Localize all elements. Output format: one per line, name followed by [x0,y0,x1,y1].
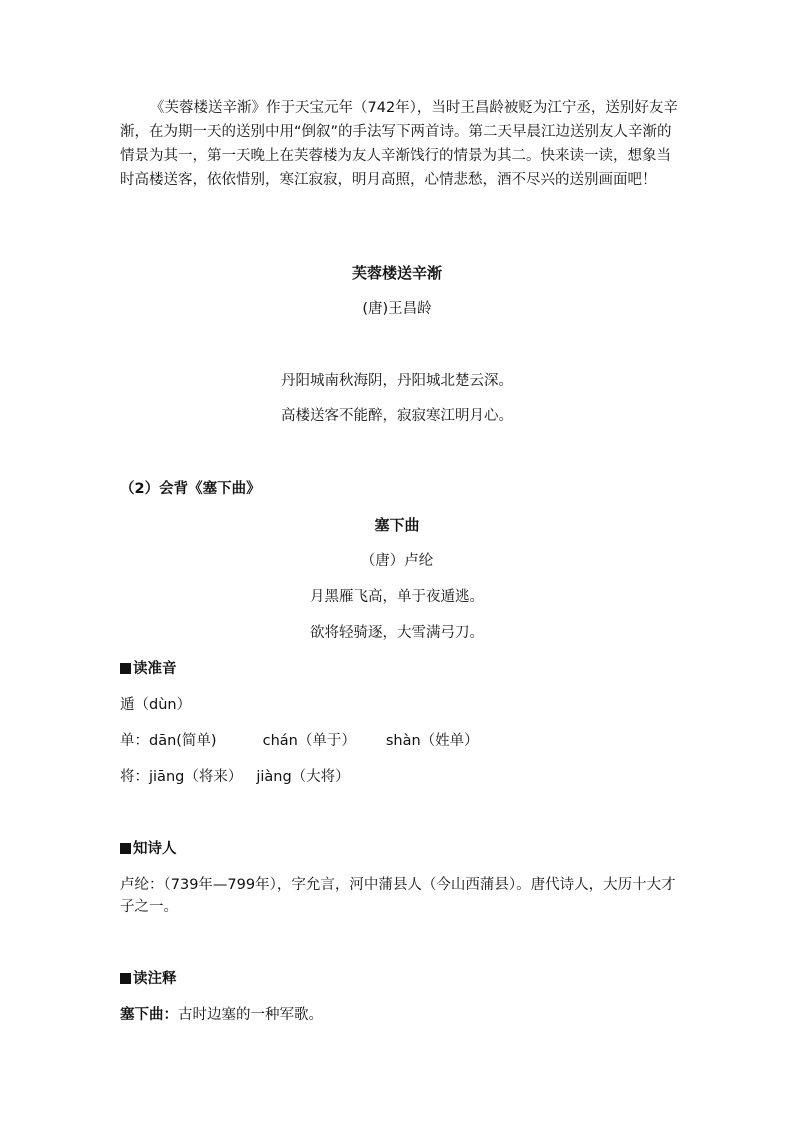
pronunciation-shan: shàn（姓单） [385,733,479,749]
poem1-line-1: 丹阳城南秋海阴，丹阳城北楚云深。 [281,373,513,389]
note-term: 塞下曲： [120,1007,178,1023]
note-item [120,1004,323,1026]
pronunciation-line-1: 遁（dùn） [120,697,192,713]
section2-heading: （2）会背《塞下曲》 [120,481,261,497]
pronunciation-dan: 单：dān(简单) [120,733,217,749]
square-bullet-icon [120,973,131,984]
pronunciation-jiang-general: jiàng（大将） [256,769,350,785]
poet-heading [120,838,177,860]
pronunciation-line-3 [120,766,350,788]
poet-description: 卢纶：（739年—799年），字允言，河中蒲县人（今山西蒲县）。唐代诗人，大历十大才子之一。 [120,877,676,915]
poet-heading-text: 知诗人 [133,841,177,857]
note-definition: 古时边塞的一种军歌。 [178,1007,323,1023]
pronunciation-heading-text: 读准音 [133,661,177,677]
pronunciation-line-2 [120,730,479,752]
poem2-author: （唐）卢纶 [360,553,434,569]
notes-heading-text: 读注释 [133,971,177,987]
pronunciation-heading [120,658,177,680]
square-bullet-icon [120,663,131,674]
poem1-title: 芙蓉楼送辛渐 [351,264,442,282]
intro-paragraph: 《芙蓉楼送辛渐》作于天宝元年（742年），当时王昌龄被贬为江宁丞，送别好友辛渐，在为期一天的送别中用“倒叙”的手法写下两首诗。第二天早晨江边送别友人辛渐的情景为其一，第一天晚上在芙蓉楼为友人辛渐饯行的情景为其二。快来读一读，想象当时高楼送客，依依惜别，寒江寂寂，明月高照，心情悲愁，酒不尽兴的送别画面吧！ [120,100,678,188]
poem1-author: (唐)王昌龄 [362,301,432,317]
poem2-title: 塞下曲 [374,516,420,534]
poem1-line-2: 高楼送客不能醉，寂寂寒江明月心。 [281,408,513,424]
poem2-line-1: 月黑雁飞高，单于夜遁逃。 [310,589,484,605]
poem2-line-2: 欲将轻骑逐，大雪满弓刀。 [310,625,484,641]
pronunciation-chan: chán（单于） [262,733,356,749]
square-bullet-icon [120,843,131,854]
notes-heading [120,968,177,990]
pronunciation-jiang: 将：jiāng（将来） [120,769,243,785]
